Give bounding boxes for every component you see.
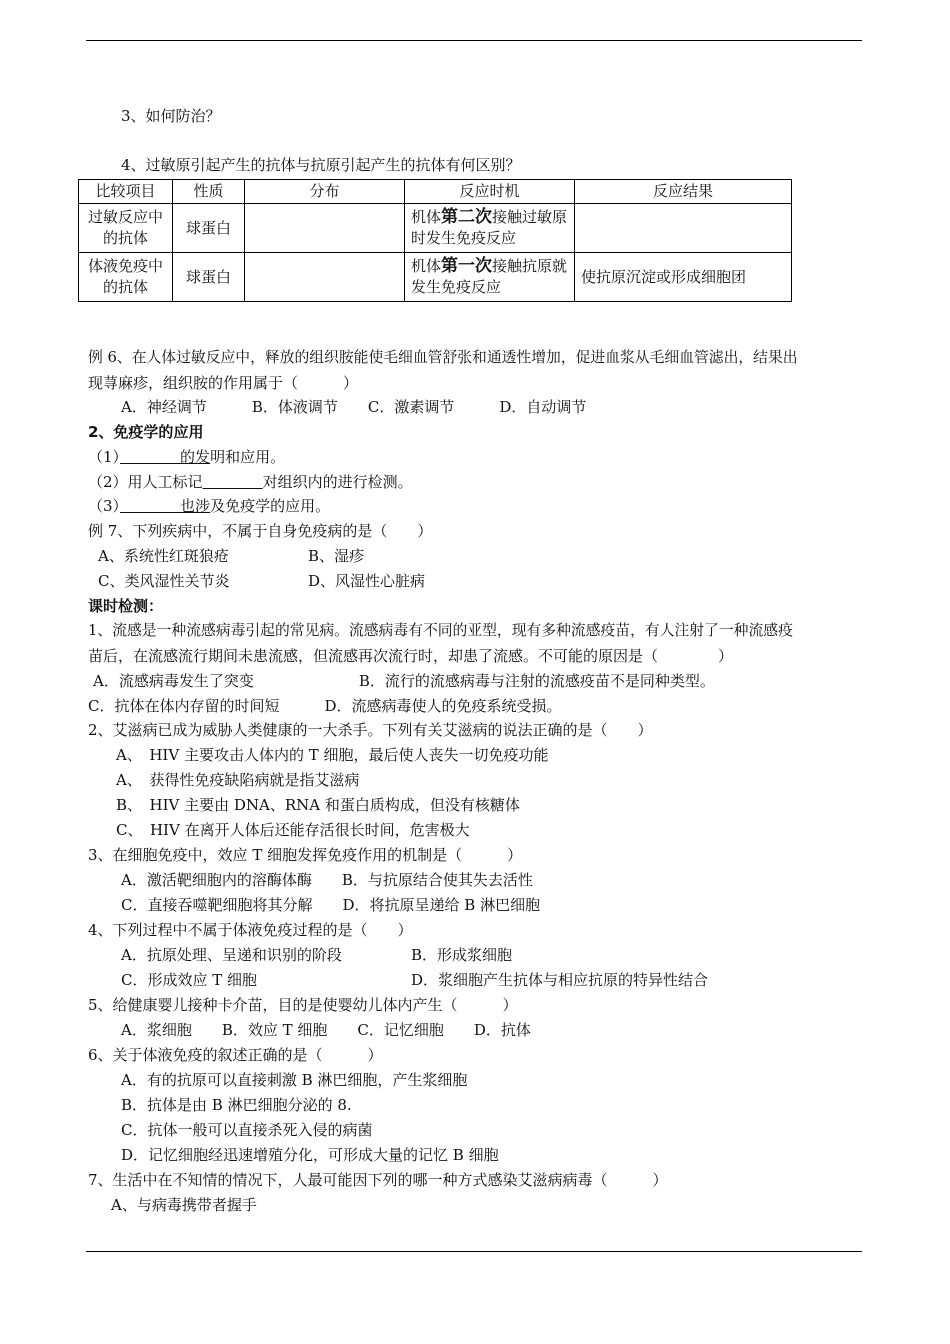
table-cell-timing	[405, 253, 575, 302]
table-cell-timing	[405, 204, 575, 253]
table-cell-nature: 球蛋白	[173, 204, 245, 253]
timing-emphasis: 第二次	[441, 207, 493, 227]
example-7-stem: 例 7、下列疾病中，不属于自身免疫病的是（ ）	[88, 522, 433, 540]
check-title: 课时检测：	[88, 597, 164, 615]
check-q5-options: A．浆细胞 B．效应 T 细胞 C．记忆细胞 D．抗体	[121, 1021, 531, 1039]
table-header-row	[79, 180, 792, 204]
table-header: 反应结果	[575, 180, 792, 204]
example-7-option-d: D、风湿性心脏病	[308, 572, 426, 590]
timing-suffix: 接触过敏原时发生免疫反应	[411, 208, 568, 247]
check-q3-options-ab: A．激活靶细胞内的溶酶体酶 B．与抗原结合使其失去活性	[121, 871, 533, 889]
check-q4-option-b: B．形成浆细胞	[411, 946, 513, 964]
table-cell-item: 过敏反应中的抗体	[79, 204, 173, 253]
example-7-option-c: C、类风湿性关节炎	[98, 572, 230, 590]
example-7-option-b: B、湿疹	[308, 547, 365, 565]
fill-blank: 的发	[120, 448, 211, 466]
check-q2-option: A、 HIV 主要攻击人体内的 T 细胞，最后使人丧失一切免疫功能	[116, 746, 549, 764]
check-q4-option-a: A．抗原处理、呈递和识别的阶段	[121, 946, 342, 964]
footer-rule	[86, 1251, 862, 1252]
fill-blank: 也涉	[120, 497, 211, 515]
check-q2-stem: 2、艾滋病已成为威胁人类健康的一大杀手。下列有关艾滋病的说法正确的是（ ）	[88, 721, 653, 739]
section-2-item-1	[88, 447, 285, 467]
check-q7-option-a: A、与病毒携带者握手	[111, 1196, 257, 1214]
table-header: 反应时机	[405, 180, 575, 204]
check-q2-option: A、 获得性免疫缺陷病就是指艾滋病	[116, 771, 360, 789]
table-header: 比较项目	[79, 180, 173, 204]
check-q6-option-b: B．抗体是由 B 淋巴细胞分泌的 8.	[121, 1096, 352, 1114]
check-q2-option: C、 HIV 在离开人体后还能存活很长时间，危害极大	[116, 821, 470, 839]
section-2-title: 2、免疫学的应用	[88, 423, 204, 441]
item-text: 及免疫学的应用。	[210, 497, 331, 515]
check-q5-stem: 5、给健康婴儿接种卡介苗，目的是使婴幼儿体内产生（ ）	[88, 996, 518, 1014]
table-row	[79, 204, 792, 253]
check-q6-option-d: D．记忆细胞经迅速增殖分化，可形成大量的记忆 B 细胞	[121, 1146, 499, 1164]
timing-prefix: 机体	[411, 208, 442, 226]
check-q1-line-1: 1、流感是一种流感病毒引起的常见病。流感病毒有不同的亚型，现有多种流感疫苗，有人注射了一种流感疫	[88, 622, 793, 639]
example-7-option-a: A、系统性红斑狼疮	[98, 547, 229, 565]
table-cell-distribution	[245, 253, 405, 302]
check-q7-stem: 7、生活中在不知情的情况下，人最可能因下列的哪一种方式感染艾滋病病毒（ ）	[88, 1171, 668, 1189]
item-text: 明和应用。	[210, 448, 286, 466]
question-3: 3、如何防治？	[121, 107, 221, 125]
check-q3-stem: 3、在细胞免疫中，效应 T 细胞发挥免疫作用的机制是（ ）	[88, 846, 523, 864]
check-q4-stem: 4、下列过程中不属于体液免疫过程的是（ ）	[88, 921, 413, 939]
fill-blank	[203, 473, 263, 491]
table-row	[79, 253, 792, 302]
table-cell-nature: 球蛋白	[173, 253, 245, 302]
question-4: 4、过敏原引起产生的抗体与抗原引起产生的抗体有何区别？	[121, 156, 521, 174]
check-q6-option-c: C．抗体一般可以直接杀死入侵的病菌	[121, 1121, 373, 1139]
table-header: 分布	[245, 180, 405, 204]
example-6-line-2: 现荨麻疹，组织胺的作用属于（ ）	[88, 374, 359, 392]
comparison-table	[78, 179, 792, 302]
check-q2-option: B、 HIV 主要由 DNA、RNA 和蛋白质构成，但没有核糖体	[116, 796, 520, 814]
timing-emphasis: 第一次	[441, 256, 493, 276]
example-6-line-1: 例 6、在人体过敏反应中，释放的组织胺能使毛细血管舒张和通透性增加，促进血浆从毛细血管滤出，结果出	[88, 349, 798, 366]
item-prefix: （1）	[88, 448, 121, 466]
section-2-item-3	[88, 496, 330, 516]
item-prefix: （2）用人工标记	[88, 473, 203, 491]
check-q6-option-a: A．有的抗原可以直接刺激 B 淋巴细胞，产生浆细胞	[121, 1071, 468, 1089]
table-cell-item: 体液免疫中的抗体	[79, 253, 173, 302]
table-cell-result: 使抗原沉淀或形成细胞团	[575, 253, 792, 302]
table-cell-result	[575, 204, 792, 253]
check-q1-line-2: 苗后，在流感流行期间未患流感，但流感再次流行时，却患了流感。不可能的原因是（ ）	[88, 647, 734, 665]
check-q3-options-cd: C．直接吞噬靶细胞将其分解 D．将抗原呈递给 B 淋巴细胞	[121, 896, 541, 914]
timing-prefix: 机体	[411, 257, 442, 275]
table-header: 性质	[173, 180, 245, 204]
check-q4-option-c: C．形成效应 T 细胞	[121, 971, 258, 989]
item-text: 对组织内的进行检测。	[262, 473, 413, 491]
check-q6-stem: 6、关于体液免疫的叙述正确的是（ ）	[88, 1046, 383, 1064]
check-q1-options-ab: A．流感病毒发生了突变 B．流行的流感病毒与注射的流感疫苗不是同种类型。	[93, 672, 715, 690]
header-rule	[86, 40, 862, 41]
item-prefix: （3）	[88, 497, 121, 515]
check-q4-option-d: D．浆细胞产生抗体与相应抗原的特异性结合	[411, 971, 709, 989]
section-2-item-2	[88, 472, 413, 492]
check-q1-options-cd: C．抗体在体内存留的时间短 D．流感病毒使人的免疫系统受损。	[88, 697, 562, 715]
timing-suffix: 接触抗原就发生免疫反应	[411, 257, 568, 296]
table-cell-distribution	[245, 204, 405, 253]
example-6-options: A．神经调节 B．体液调节 C．激素调节 D．自动调节	[121, 398, 587, 416]
